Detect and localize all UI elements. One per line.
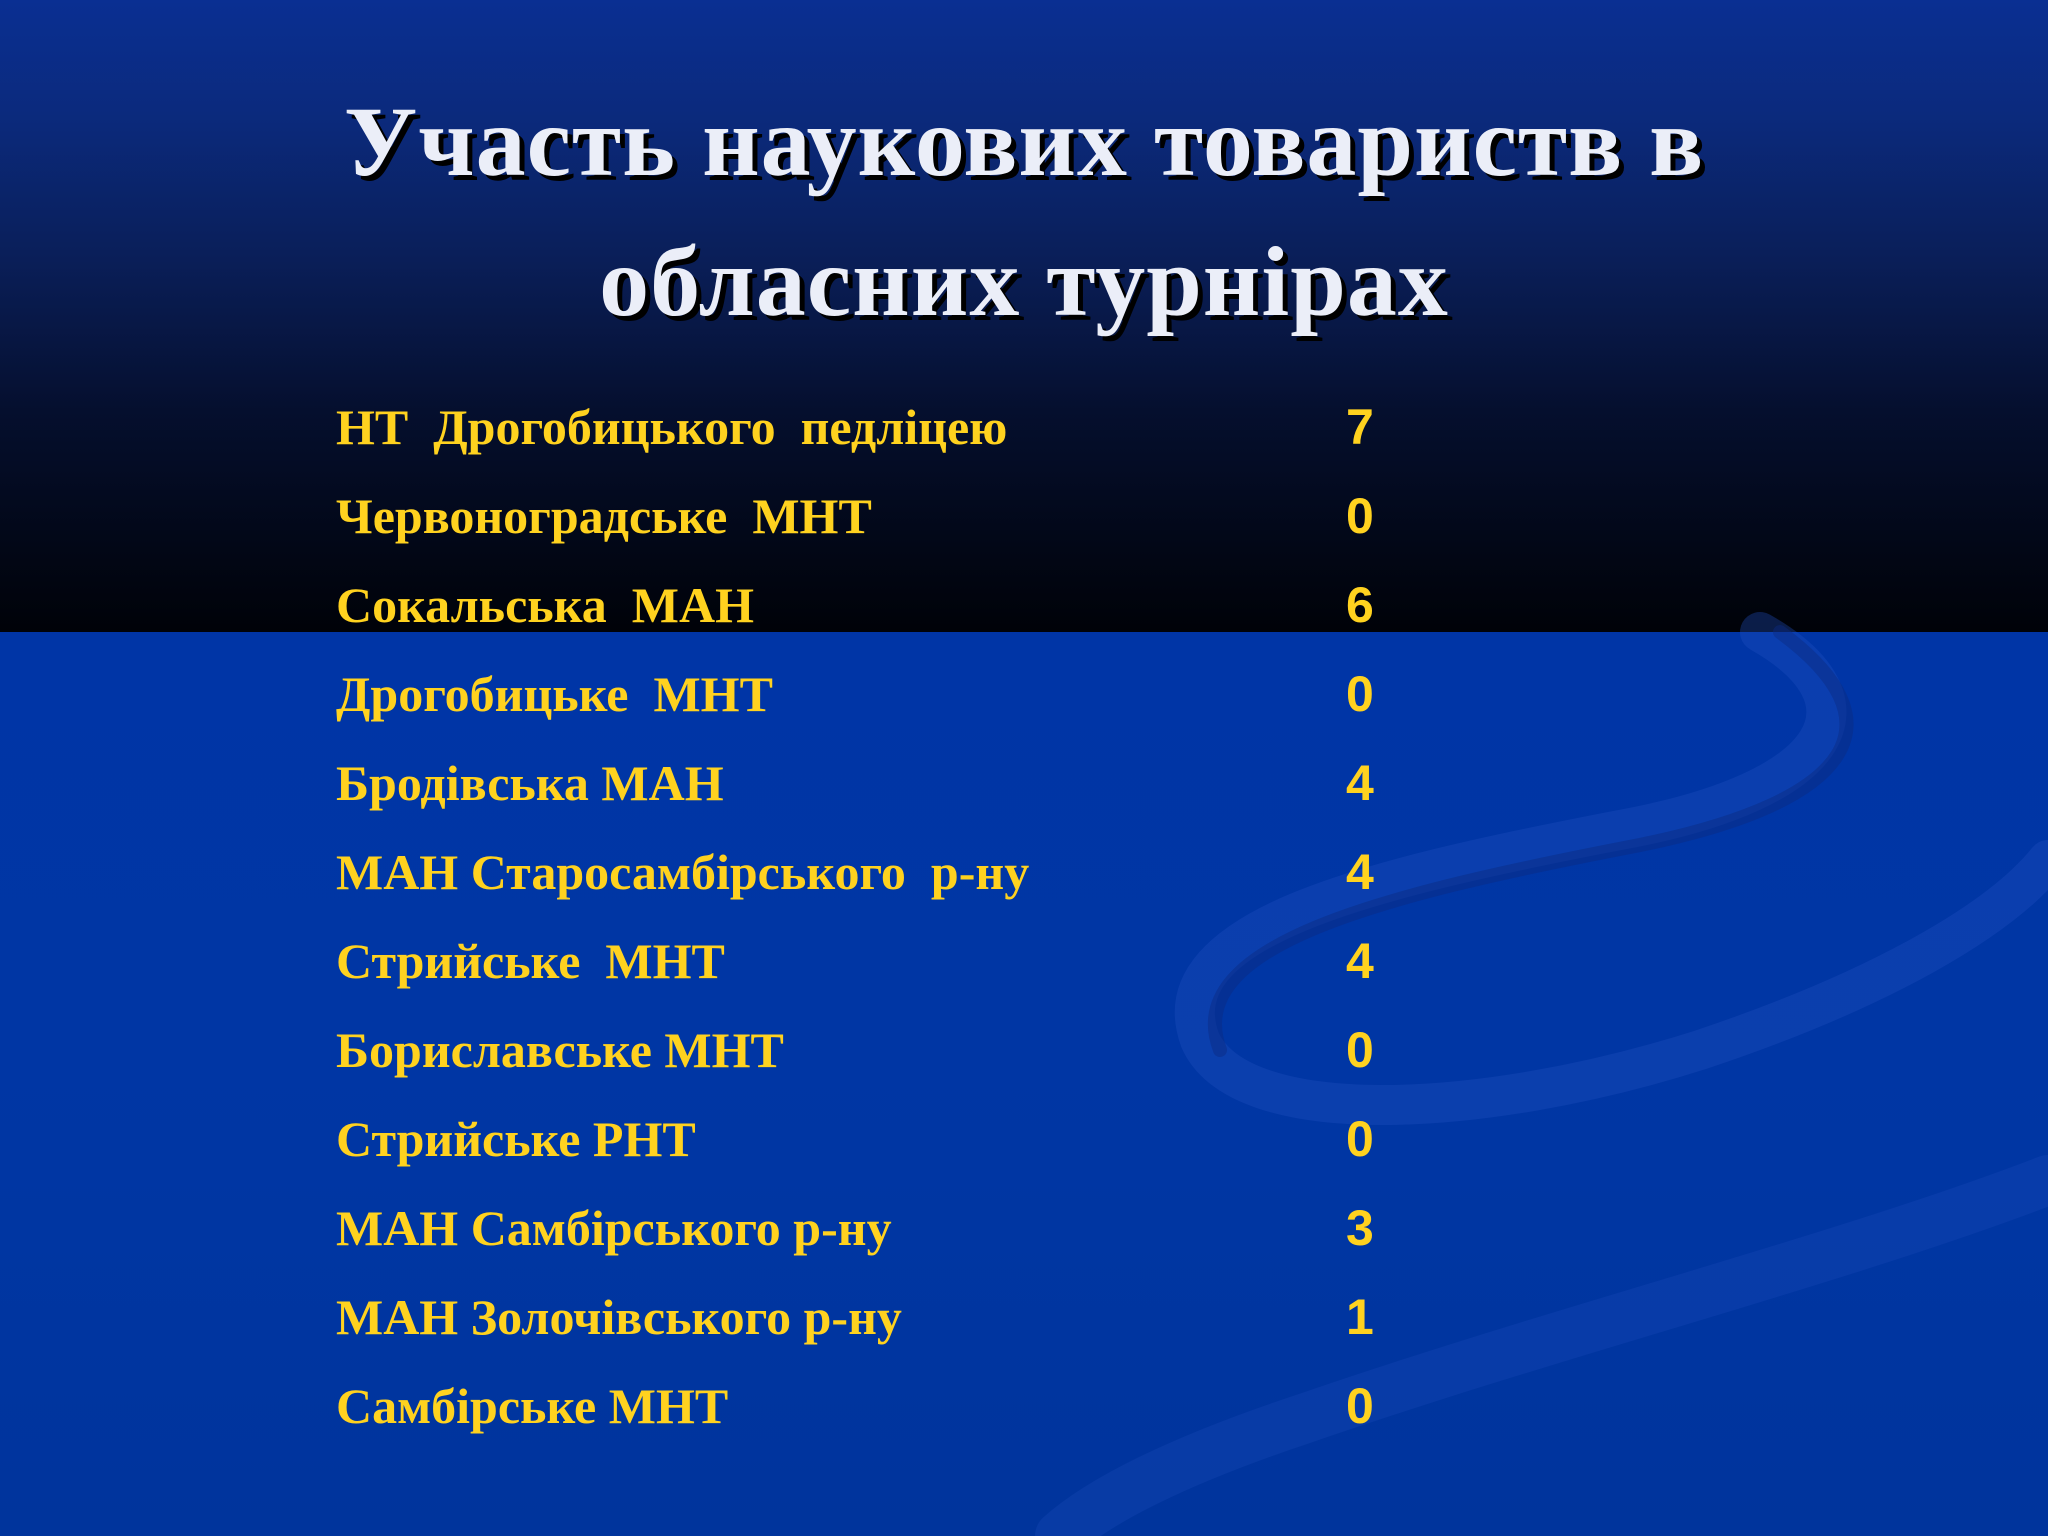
society-name: МАН Золочівського р-ну [336,1289,902,1345]
list-item [336,659,1436,748]
list-item [336,1193,1436,1282]
list-item [336,1015,1436,1104]
society-count: 4 [1346,933,1374,989]
list-item [336,392,1436,481]
list-item [336,1104,1436,1193]
society-count: 3 [1346,1200,1374,1256]
list-item [336,481,1436,570]
society-name: МАН Старосамбірського р-ну [336,844,1030,900]
list-item [336,1371,1436,1460]
society-count: 0 [1346,488,1374,544]
list-item [336,926,1436,1015]
society-count: 0 [1346,1378,1374,1434]
society-count: 7 [1346,399,1374,455]
society-name: Бориславське МНТ [336,1022,784,1078]
title-line-2: обласних турнірах [599,226,1449,337]
society-count: 0 [1346,666,1374,722]
list-item [336,570,1436,659]
list-item [336,748,1436,837]
society-count: 4 [1346,755,1374,811]
society-count: 0 [1346,1111,1374,1167]
society-name: МАН Самбірського р-ну [336,1200,892,1256]
society-count: 6 [1346,577,1374,633]
society-list [336,392,1436,1460]
society-count: 4 [1346,844,1374,900]
society-name: НТ Дрогобицького педліцею [336,399,1008,455]
society-count: 0 [1346,1022,1374,1078]
society-name: Сокальська МАН [336,577,754,633]
society-name: Самбірське МНТ [336,1378,729,1434]
list-item [336,1282,1436,1371]
society-name: Стрийське РНТ [336,1111,696,1167]
society-name: Бродівська МАН [336,755,724,811]
society-name: Червоноградське МНТ [336,488,872,544]
title-line-1: Участь наукових товариств в [343,86,1705,197]
list-item [336,837,1436,926]
society-name: Стрийське МНТ [336,933,725,989]
society-name: Дрогобицьке МНТ [336,666,773,722]
society-count: 1 [1346,1289,1374,1345]
slide-title [0,72,2048,352]
